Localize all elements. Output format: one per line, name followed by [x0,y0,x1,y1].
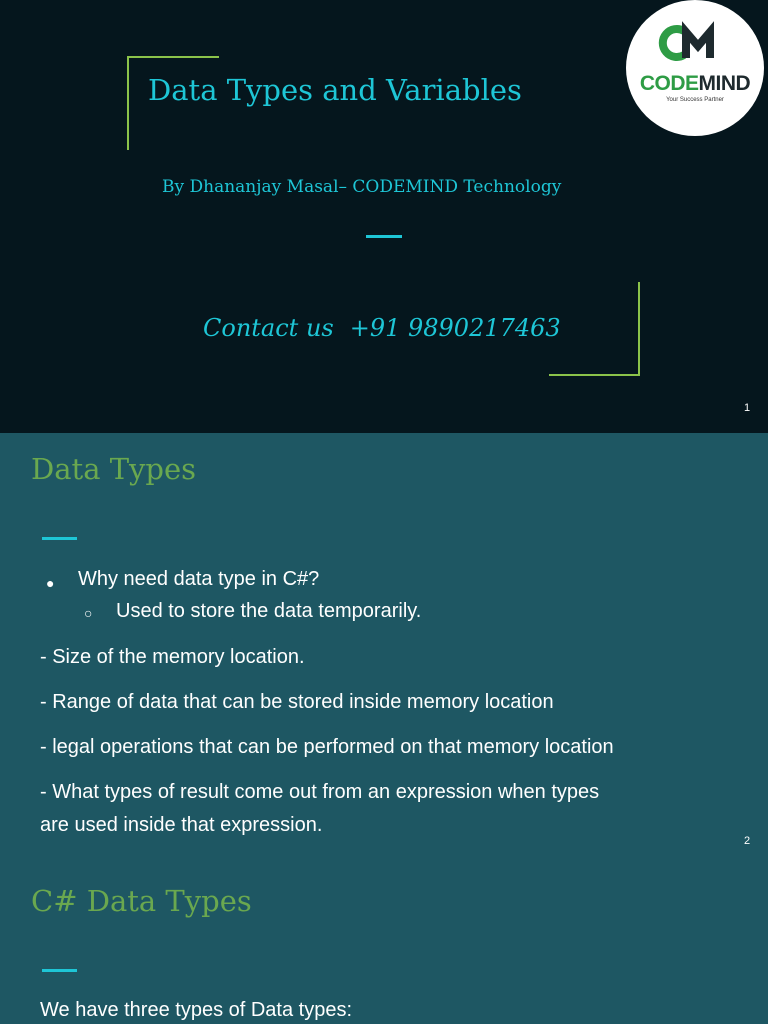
cm-monogram-icon [626,0,764,136]
contact-label: Contact us [203,314,334,342]
slide-number: 2 [744,835,751,847]
corner-bracket-bottom-right-horizontal [549,374,640,376]
sub-bullet-circle-icon: ○ [84,605,93,621]
corner-bracket-bottom-right [638,282,640,376]
section-divider [42,537,77,540]
section-divider [42,969,77,972]
data-types-slide [0,433,768,866]
sub-bullet-text: Used to store the data temporarily. [116,600,422,622]
text-line: - Size of the memory location. [40,646,305,668]
text-line: - legal operations that can be performed on that memory location [40,736,614,758]
text-line: - Range of data that can be stored inside memory location [40,691,554,713]
section-title: C# Data Types [31,884,252,918]
codemind-logo [626,0,764,136]
csharp-data-types-slide [0,866,768,1024]
contact-phone: +91 9890217463 [349,314,561,342]
section-title: Data Types [31,452,197,486]
title-slide [0,0,768,433]
logo-wordmark: CODEMIND [639,72,751,95]
bullet-text: Why need data type in C#? [78,568,320,590]
slide-title: Data Types and Variables [148,73,522,107]
text-line: - What types of result come out from an expression when types [40,781,600,803]
intro-text: We have three types of Data types: [40,999,353,1021]
bullet-dot-icon: ● [46,575,55,591]
corner-bracket-top-left [127,56,129,150]
corner-bracket-top-left-horizontal [127,56,219,58]
slide-subtitle: By Dhananjay Masal– CODEMIND Technology [162,177,562,197]
logo-tagline: Your Success Partner [666,97,724,103]
text-line: are used inside that expression. [40,814,323,836]
contact-line [203,314,561,342]
divider-dash [366,235,402,238]
slide-number: 1 [744,402,751,414]
